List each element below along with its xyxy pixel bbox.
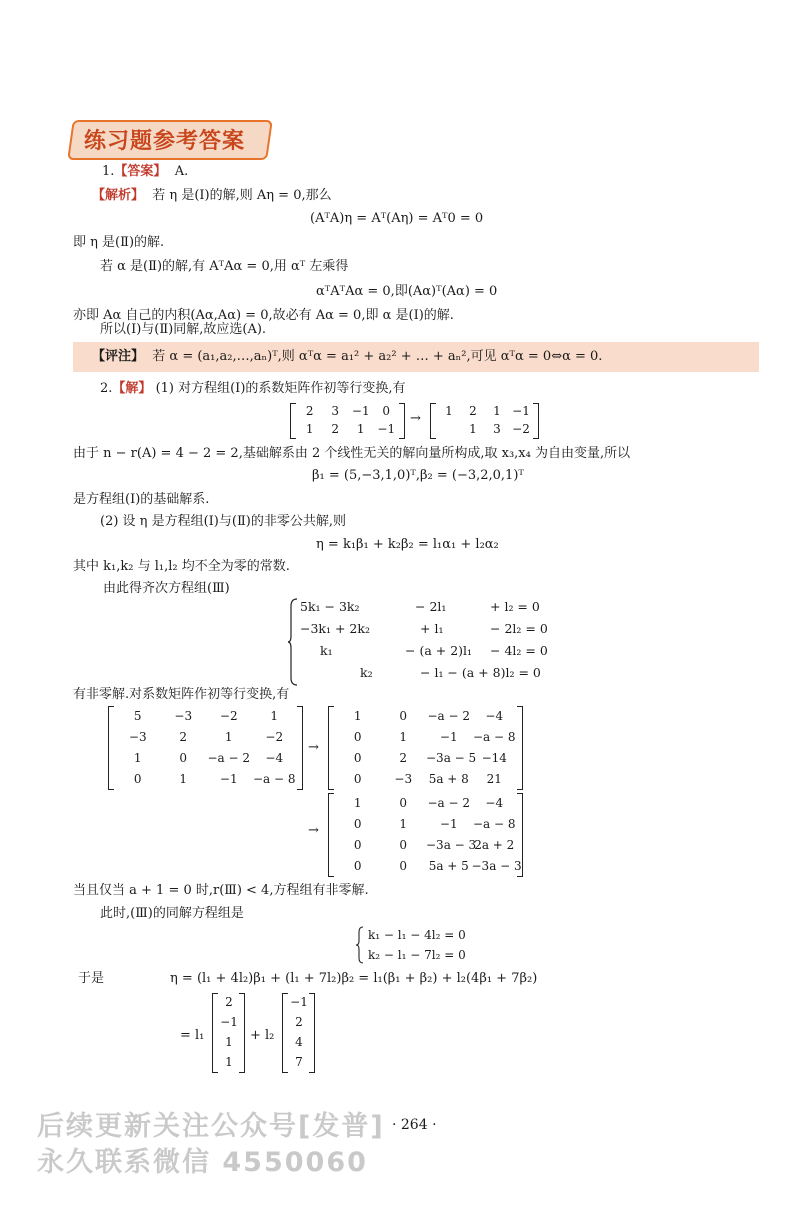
matrix-cell: 3	[493, 422, 501, 436]
matrix-cell: −1	[219, 771, 238, 786]
matrix-cell: 5	[133, 708, 142, 723]
vector-cell: 1	[225, 1055, 233, 1069]
q2-p5: 其中 k₁,k₂ 与 l₁,l₂ 均不全为零的常数.	[73, 559, 290, 574]
matrix-cell: 5a + 8	[428, 771, 469, 786]
matrix-cell: 0	[399, 858, 408, 873]
matrix-cell: 0	[399, 837, 408, 852]
matrix-cell: 1	[445, 404, 453, 418]
solve-tag: 【解】	[112, 381, 152, 396]
vector-cell: −1	[290, 995, 308, 1009]
matrix-cell: −3a − 5	[426, 750, 477, 765]
q1-number: 1.	[102, 164, 115, 179]
matrix-cell: 1	[353, 795, 362, 810]
vector-cell: −1	[220, 1015, 238, 1029]
matrix-cell: 0	[382, 404, 391, 418]
matrix-cell: 2a + 2	[474, 837, 515, 852]
matrix-m2	[430, 403, 540, 439]
eq6-prefix: = l₁	[180, 1028, 205, 1043]
arrow-icon: →	[410, 411, 421, 426]
system-term: k₁	[320, 643, 333, 658]
matrix-cell: 0	[399, 795, 408, 810]
matrix-bracket-left	[430, 403, 436, 439]
matrix-bracket-right	[399, 403, 405, 439]
answer-tag: 【答案】	[114, 164, 167, 179]
matrix-cell: −4	[485, 708, 504, 723]
page-number: · 264 ·	[392, 1117, 437, 1133]
matrix-cell: 1	[399, 729, 408, 744]
q2-eq4: η = k₁β₁ + k₂β₂ = l₁α₁ + l₂α₂	[316, 537, 499, 552]
q2-line1	[100, 380, 406, 398]
system-term: + l₂ = 0	[490, 599, 540, 614]
system-term: − (a + 2)l₁	[405, 643, 473, 658]
watermark-line2: 永久联系微信 4550060	[37, 1147, 368, 1178]
note-text: 若 α = (a₁,a₂,…,aₙ)ᵀ,则 αᵀα = a₁² + a₂² + … + aₙ²,可见 αᵀα = 0⇔α = 0.	[152, 349, 603, 364]
matrix-cell: 2	[305, 404, 314, 418]
matrix-cell: 1	[353, 708, 362, 723]
matrix-cell: −3	[174, 708, 193, 723]
matrix-cell: −3	[128, 729, 147, 744]
matrix-cell: 0	[353, 729, 362, 744]
q2-p3: 是方程组(Ⅰ)的基础解系.	[73, 492, 210, 507]
matrix-cell: 0	[399, 708, 408, 723]
matrix-cell: −14	[481, 750, 507, 765]
matrix-cell: 1	[133, 750, 142, 765]
yushi-label: 于是	[78, 971, 105, 986]
matrix-cell: 2	[399, 750, 408, 765]
eq6-mid: + l₂	[250, 1028, 275, 1043]
system-term: − 2l₂ = 0	[490, 621, 548, 636]
q2-eq5: η = (l₁ + 4l₂)β₁ + (l₁ + 7l₂)β₂ = l₁(β₁ + β₂) + l₂(4β₁ + 7β₂)	[170, 971, 538, 986]
matrix-cell: −3	[394, 771, 413, 786]
analysis-tag: 【解析】	[92, 188, 145, 203]
matrix-cell: −a − 8	[472, 729, 516, 744]
vector-cell: 4	[295, 1035, 303, 1049]
vector-cell: 7	[295, 1055, 303, 1069]
q2-eq3: β₁ = (5,−3,1,0)ᵀ,β₂ = (−3,2,0,1)ᵀ	[312, 468, 524, 483]
matrix-cell: 2	[469, 404, 477, 418]
q1-answer-line	[102, 163, 188, 181]
matrix-cell: −a − 8	[252, 771, 296, 786]
matrix-cell: −2	[265, 729, 284, 744]
matrix-cell: 5a + 5	[428, 858, 469, 873]
matrix-cell: 0	[353, 771, 362, 786]
vector-v2	[282, 993, 316, 1073]
matrix-cell: −a − 2	[427, 708, 471, 723]
q1-line3: 若 α 是(Ⅱ)的解,有 AᵀAα = 0,用 αᵀ 左乘得	[100, 259, 349, 274]
matrix-cell: −4	[485, 795, 504, 810]
system-term: − l₁ − (a + 8)l₂ = 0	[420, 665, 541, 680]
matrix-bracket-left	[328, 793, 334, 877]
matrix-cell: −a − 8	[472, 816, 516, 831]
matrix-m4	[328, 706, 524, 790]
matrix-cell: −1	[377, 422, 396, 436]
q2-p1: (1) 对方程组(Ⅰ)的系数矩阵作初等行变换,有	[155, 381, 406, 396]
answer-value: A.	[174, 164, 189, 179]
vector-bracket-right	[309, 993, 315, 1073]
system-term: + l₁	[420, 621, 444, 636]
matrix-cell: 2	[331, 422, 340, 436]
sys4-row2: k₂ − l₁ − 7l₂ = 0	[368, 948, 466, 962]
matrix-bracket-left	[328, 706, 334, 790]
matrix-cell: 0	[133, 771, 142, 786]
q1-analysis-line	[92, 187, 332, 205]
q1-line2: 即 η 是(Ⅱ)的解.	[73, 235, 165, 250]
matrix-cell: 21	[486, 771, 502, 786]
matrix-m5	[328, 793, 524, 877]
vector-bracket-right	[239, 993, 245, 1073]
vector-bracket-left	[282, 993, 288, 1073]
matrix-bracket-left	[290, 403, 296, 439]
arrow-icon: →	[308, 740, 319, 755]
matrix-cell: 1	[493, 404, 501, 418]
matrix-cell: 1	[469, 422, 477, 436]
matrix-cell: 0	[353, 858, 362, 873]
q2-p6: 由此得齐次方程组(Ⅲ)	[103, 581, 230, 596]
system-term: k₂	[360, 665, 373, 680]
matrix-cell: 1	[224, 729, 233, 744]
q1-eq2: αᵀAᵀAα = 0,即(Aα)ᵀ(Aα) = 0	[316, 284, 498, 299]
q1-line1: 若 η 是(Ⅰ)的解,则 Aη = 0,那么	[152, 188, 332, 203]
vector-cell: 1	[225, 1035, 233, 1049]
vector-cell: 2	[225, 995, 233, 1009]
matrix-cell: −a − 2	[207, 750, 251, 765]
matrix-cell: −2	[219, 708, 238, 723]
note-line	[92, 348, 602, 366]
matrix-cell: 1	[305, 422, 314, 436]
matrix-m1	[290, 403, 406, 439]
page-title: 练习题参考答案	[84, 129, 246, 154]
q1-eq1: (AᵀA)η = Aᵀ(Aη) = Aᵀ0 = 0	[310, 211, 484, 226]
q2-p4: (2) 设 η 是方程组(Ⅰ)与(Ⅱ)的非零公共解,则	[100, 514, 346, 529]
system-term: 5k₁ − 3k₂	[300, 599, 360, 614]
sys4-row1: k₁ − l₁ − 4l₂ = 0	[368, 928, 466, 942]
matrix-cell: −1	[439, 729, 458, 744]
matrix-cell: 0	[353, 750, 362, 765]
matrix-cell: −3a − 3	[471, 858, 522, 873]
matrix-bracket-right	[517, 706, 523, 790]
matrix-cell: −3a − 3	[426, 837, 477, 852]
matrix-m3	[108, 706, 304, 790]
vector-bracket-left	[212, 993, 218, 1073]
vector-v1	[212, 993, 246, 1073]
system-brace	[288, 598, 298, 690]
matrix-cell: 0	[353, 837, 362, 852]
matrix-cell: −a − 2	[427, 795, 471, 810]
matrix-bracket-right	[297, 706, 303, 790]
matrix-bracket-left	[108, 706, 114, 790]
matrix-cell: −1	[512, 404, 530, 418]
matrix-cell: 3	[331, 404, 340, 418]
q2-p8: 当且仅当 a + 1 = 0 时,r(Ⅲ) < 4,方程组有非零解.	[73, 883, 369, 898]
matrix-bracket-right	[533, 403, 539, 439]
q1-line5: 所以(Ⅰ)与(Ⅱ)同解,故应选(A).	[100, 322, 267, 337]
q2-p2: 由于 n − r(A) = 4 − 2 = 2,基础解系由 2 个线性无关的解向量所构成,取 x₃,x₄ 为自由变量,所以	[73, 446, 631, 461]
matrix-cell: 0	[353, 816, 362, 831]
matrix-cell: 1	[399, 816, 408, 831]
q1-line4: 亦即 Aα 自己的内积(Aα,Aα) = 0,故必有 Aα = 0,即 α 是(Ⅰ)的解.	[73, 308, 454, 323]
vector-cell: 2	[295, 1015, 303, 1029]
q2-p9: 此时,(Ⅲ)的同解方程组是	[100, 906, 244, 921]
watermark-line1: 后续更新关注公众号[发普]	[37, 1111, 385, 1142]
matrix-cell: −1	[351, 404, 370, 418]
note-tag: 【评注】	[92, 349, 145, 364]
matrix-cell: 0	[179, 750, 188, 765]
matrix-cell: −4	[265, 750, 284, 765]
q2-p7: 有非零解.对系数矩阵作初等行变换,有	[73, 687, 290, 702]
matrix-cell: 1	[179, 771, 188, 786]
matrix-cell: 1	[270, 708, 279, 723]
system-term: − 2l₁	[415, 599, 447, 614]
matrix-cell: 2	[179, 729, 188, 744]
system-brace	[356, 926, 364, 968]
matrix-cell: 1	[356, 422, 365, 436]
q2-number: 2.	[100, 381, 113, 396]
system-term: −3k₁ + 2k₂	[300, 621, 370, 636]
matrix-cell: −1	[439, 816, 458, 831]
system-term: − 4l₂ = 0	[490, 643, 548, 658]
arrow-icon: →	[308, 823, 319, 838]
matrix-cell: −2	[512, 422, 530, 436]
